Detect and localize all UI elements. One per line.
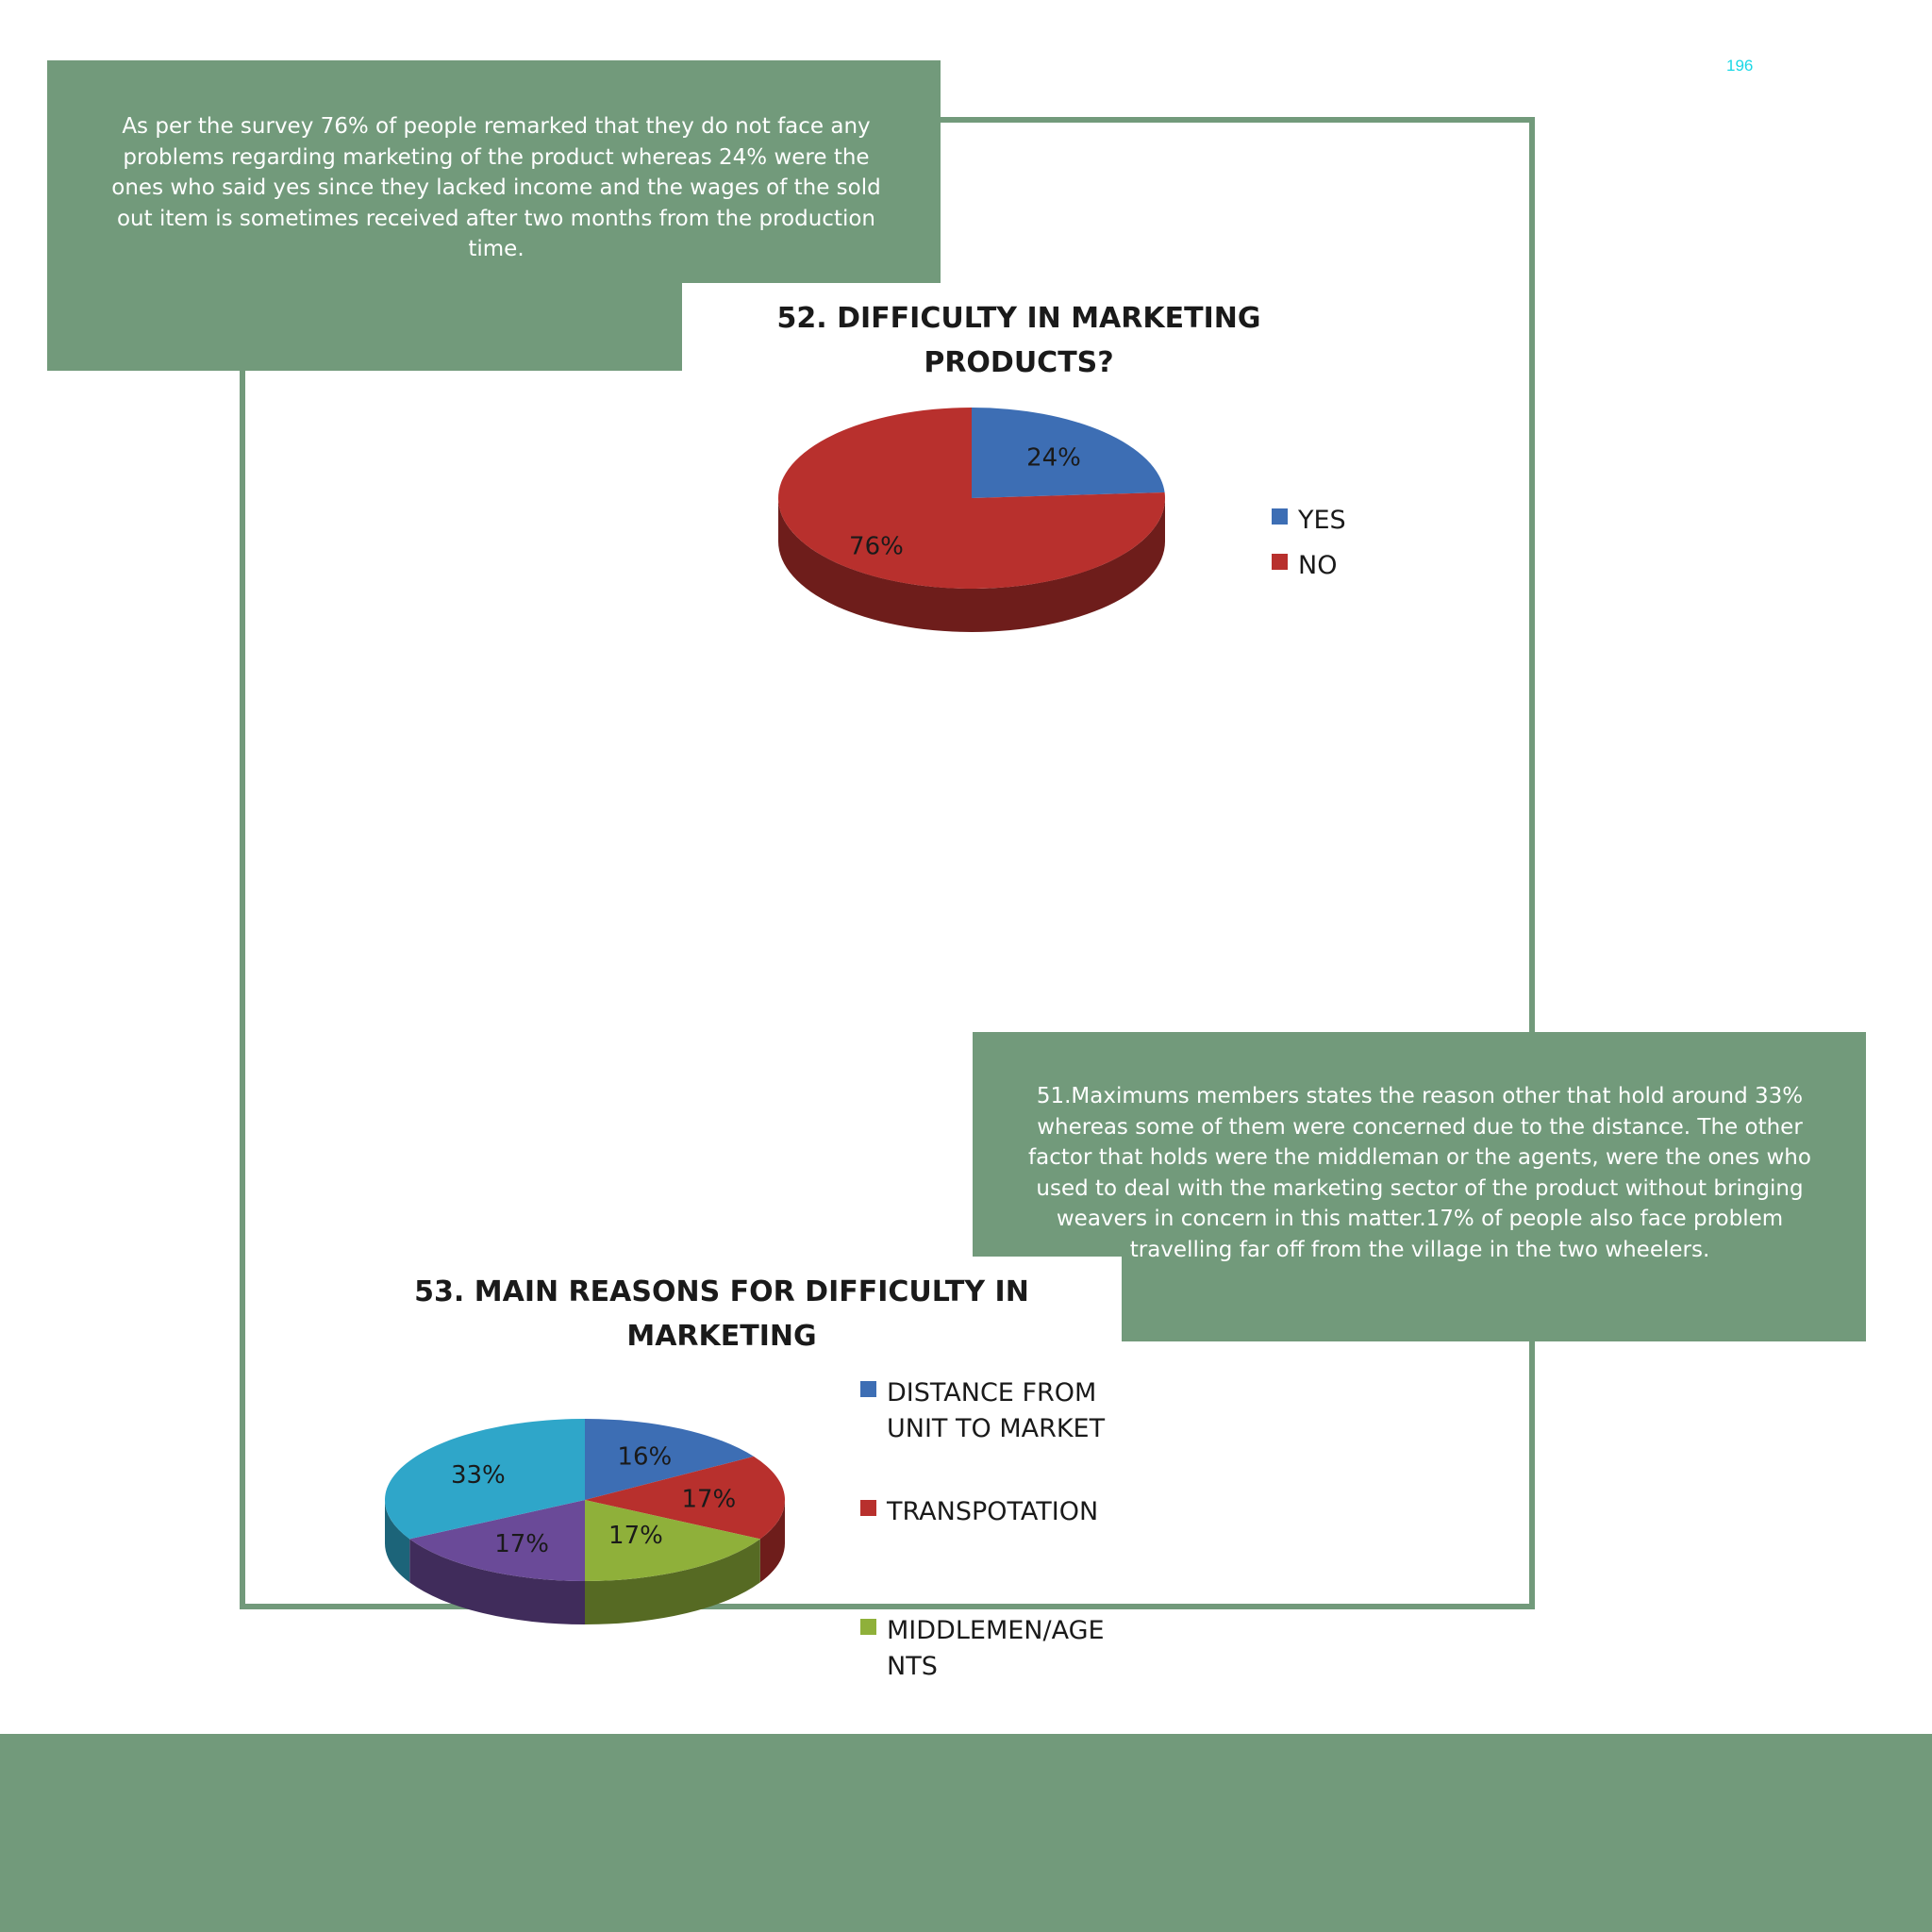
- chart-52-legend-swatch-0: [1272, 508, 1288, 525]
- chart-53-legend-label-0: DISTANCE FROM UNIT TO MARKET: [887, 1378, 1106, 1443]
- chart-52-data-label-1: 76%: [849, 532, 904, 561]
- chart-52-legend-swatch-1: [1272, 554, 1288, 570]
- chart-53-data-label-0: 16%: [617, 1442, 673, 1472]
- chart-52-data-label-0: 24%: [1026, 443, 1081, 473]
- chart-53-data-label-2: 17%: [608, 1522, 663, 1551]
- chart-53-legend-label-1: TRANSPOTATION: [887, 1497, 1099, 1526]
- chart-53-legend-swatch-2: [860, 1619, 876, 1635]
- bottom-text-panel-extension: [1122, 1256, 1866, 1341]
- chart-53-legend-label-2: MIDDLEMEN/AGE NTS: [887, 1616, 1105, 1681]
- footer-band: [0, 1734, 1932, 1932]
- bottom-panel-text: 51.Maximums members states the reason other that hold around 33% whereas some of them were concerned due to the distance. The other factor that holds were the middleman or the agents, were the ones who used to deal with the marketing sector of the product without bringing weavers in concern in this matter.17% of people also face problem travelling far off from the village in the two wheelers.: [1028, 1084, 1811, 1262]
- chart-53-data-label-4: 33%: [450, 1460, 506, 1490]
- chart-52-legend-label-0: YES: [1298, 506, 1346, 535]
- chart-53-pie: [358, 1387, 811, 1670]
- chart-53-data-label-3: 17%: [494, 1529, 549, 1558]
- page-number: 196: [1726, 57, 1754, 75]
- chart-53-legend: [860, 1378, 1124, 1683]
- top-text-panel-extension: [47, 282, 682, 371]
- chart-53-legend-swatch-0: [860, 1381, 876, 1397]
- chart-52-title: 52. DIFFICULTY IN MARKETING PRODUCTS?: [776, 302, 1261, 379]
- chart-53-data-label-1: 17%: [681, 1485, 737, 1514]
- top-panel-text: As per the survey 76% of people remarked that they do not face any problems regarding marketing of the product whereas 24% were the ones who said yes since they lacked income and the wages of the sold out item is sometimes received after two months from the production time.: [111, 114, 881, 261]
- chart-53-legend-swatch-1: [860, 1500, 876, 1516]
- chart-53-title: 53. MAIN REASONS FOR DIFFICULTY IN MARKETING: [414, 1275, 1029, 1353]
- chart-52-legend: [1272, 508, 1460, 584]
- chart-52-pie: [755, 396, 1189, 679]
- chart-52-legend-label-1: NO: [1298, 551, 1338, 580]
